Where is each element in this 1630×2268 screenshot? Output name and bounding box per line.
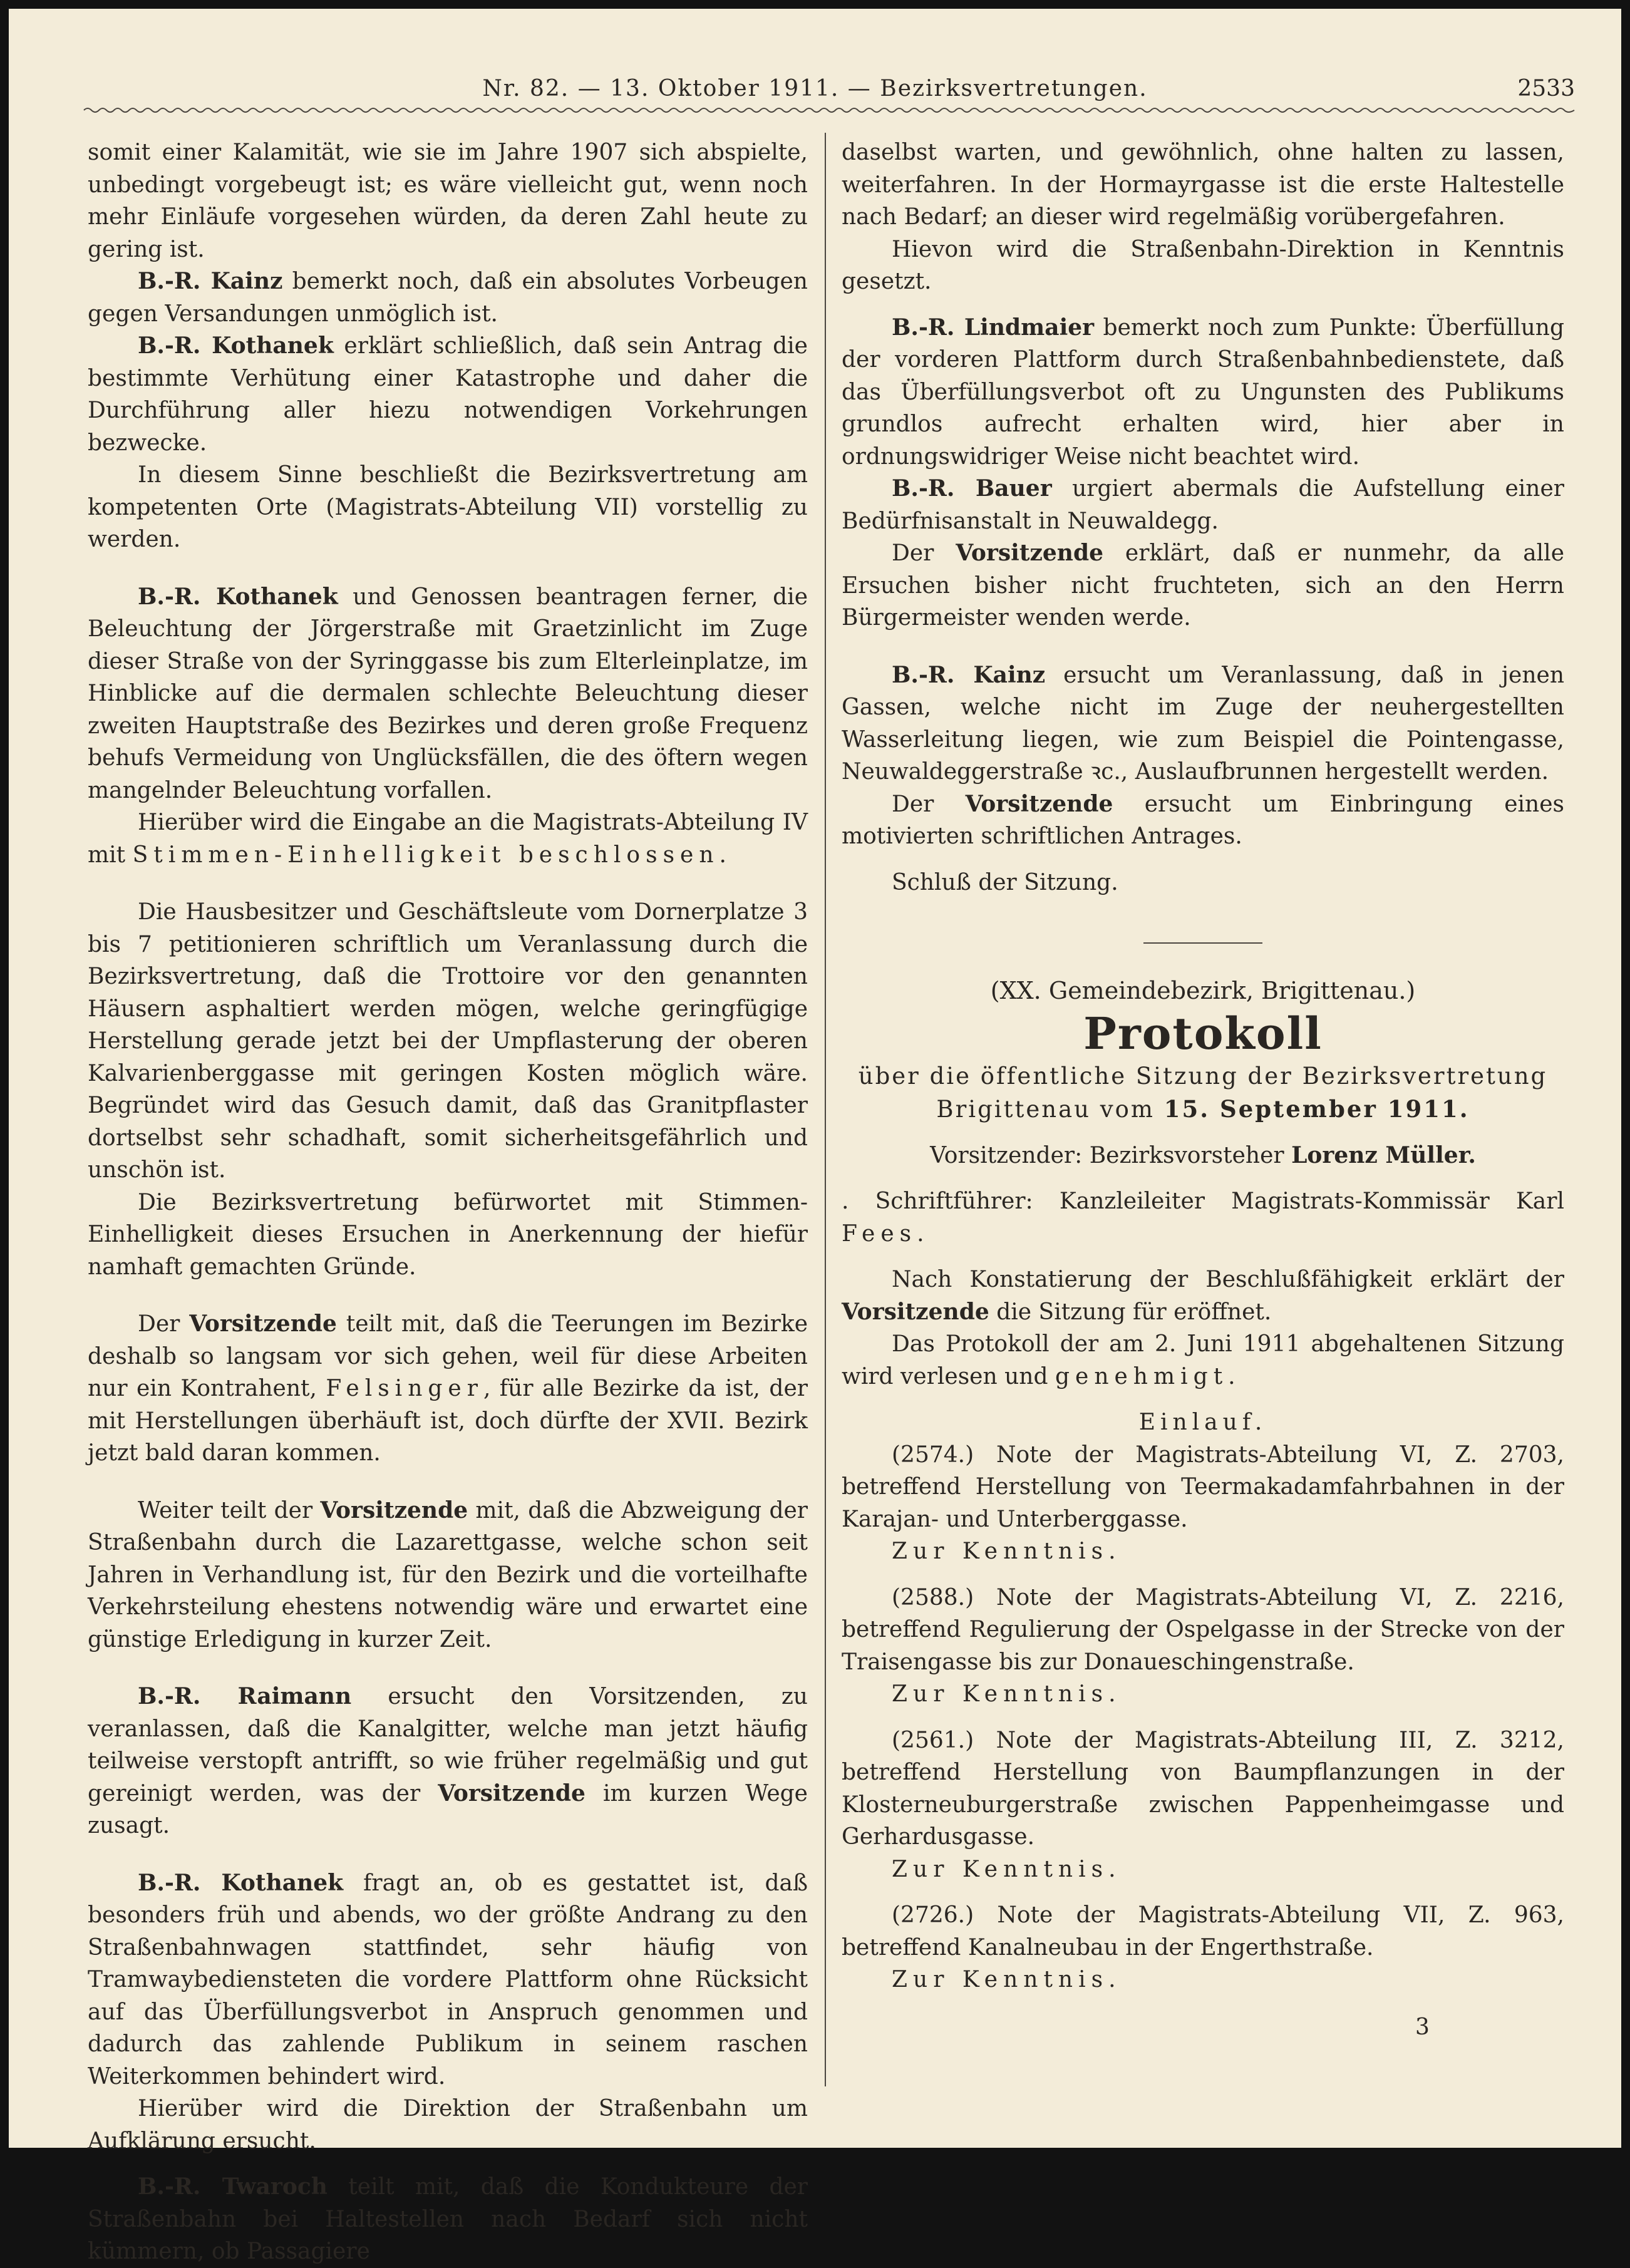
paragraph: B.-R. Kothanek erklärt schließlich, daß sein Antrag die bestimmte Verhütung einer Katastrophe und daher die Durchführung aller hiezu notwendigen Vorkehrungen bezwecke. xyxy=(88,332,808,456)
session-date: 15. September 1911. xyxy=(1163,1095,1470,1123)
chairman-name: Lorenz Müller. xyxy=(1291,1142,1476,1168)
secretary-line: . Schriftführer: Kanzleileiter Magistrats-Kommissär Karl Fees. xyxy=(842,1188,1564,1247)
entry-resolution: Zur Kenntnis. xyxy=(892,1539,1122,1564)
paragraph: B.-R. Bauer urgiert abermals die Aufstellung einer Bedürfnisanstalt in Neuwaldegg. xyxy=(842,475,1564,534)
paragraph: In diesem Sinne beschließt die Bezirksvertretung am kompetenten Orte (Magistrats-Abteilung VII) vorstellig zu werden. xyxy=(88,462,808,552)
speaker-name: B.-R. Raimann xyxy=(138,1683,352,1709)
entry-item: (2588.) Note der Magistrats-Abteilung VI, Z. 2216, betreffend Regulierung der Ospelgasse in der Strecke von der Traisengasse bis zur Donaueschingenstraße. xyxy=(842,1584,1564,1675)
spaced-text: Fees. xyxy=(842,1220,930,1247)
entry-item: (2574.) Note der Magistrats-Abteilung VI, Z. 2703, betreffend Herstellung von Teermakadamfahrbahnen in der Karajan- und Unterberggasse. xyxy=(842,1441,1564,1532)
paragraph: Der Vorsitzende teilt mit, daß die Teerungen im Bezirke deshalb so langsam vor sich gehen, weil für diese Arbeiten nur ein Kontrahent, Felsinger, für alle Bezirke da ist, der mit Herstellungen überhäuft ist, doch dürfte der XVII. Bezirk jetzt bald daran kommen. xyxy=(88,1311,808,1466)
paragraph: Die Hausbesitzer und Geschäftsleute vom Dornerplatze 3 bis 7 petitionieren schriftlich um Veranlassung durch die Bezirksvertretung, daß die Trottoire vor den genannten Häusern asphaltiert werden mögen, welche geringfügige Herstellung gerade jetzt bei der Umpflasterung der oberen Kalvarienberggasse mit geringen Kosten möglich wäre. Begründet wird das Gesuch damit, daß das Granitpflaster dortselbst sehr schadhaft, somit sicherheitsgefährlich und unschön ist. xyxy=(88,899,808,1183)
paragraph: B.-R. Raimann ersucht den Vorsitzenden, zu veranlassen, daß die Kanalgitter, welche man jetzt häufig teilweise verstopft antrifft, so wie früher regelmäßig und gut gereinigt werden, was der Vorsitzende im kurzen Wege zusagt. xyxy=(88,1683,808,1838)
paragraph: Nach Konstatierung der Beschlußfähigkeit erklärt der Vorsitzende die Sitzung für eröffnet. xyxy=(842,1267,1564,1325)
paragraph: B.-R. Kainz bemerkt noch, daß ein absolutes Vorbeugen gegen Versandungen unmöglich ist. xyxy=(88,268,808,327)
paragraph: B.-R. Kothanek und Genossen beantragen ferner, die Beleuchtung der Jörgerstraße mit Graetzinlicht im Zuge dieser Straße von der Syringgasse bis zum Elterleinplatze, im Hinblicke auf die dermalen schlechte Beleuchtung dieser zweiten Hauptstraße des Bezirkes und deren große Frequenz behufs Vermeidung von Unglücksfällen, die des öftern wegen mangelnder Beleuchtung vorfallen. xyxy=(88,583,808,803)
entry-resolution: Zur Kenntnis. xyxy=(892,1967,1122,1992)
paragraph: Der Vorsitzende ersucht um Einbringung eines motivierten schriftlichen Antrages. xyxy=(842,790,1564,849)
speaker-name: B.-R. Kothanek xyxy=(138,332,334,359)
page-header xyxy=(9,70,1621,108)
session-closing: Schluß der Sitzung. xyxy=(892,869,1118,895)
speaker-name: B.-R. Kothanek xyxy=(138,1869,344,1896)
speaker-name: Vorsitzende xyxy=(842,1298,989,1325)
speaker-name: Vorsitzende xyxy=(965,790,1113,817)
entry-resolution: Zur Kenntnis. xyxy=(892,1681,1122,1707)
district-heading: (XX. Gemeindebezirk, Brigittenau.) xyxy=(990,977,1416,1004)
speaker-name: B.-R. Bauer xyxy=(892,475,1052,502)
running-title: Nr. 82. — 13. Oktober 1911. — Bezirksvertretungen. xyxy=(482,76,1148,101)
speaker-name: Vorsitzende xyxy=(320,1497,468,1523)
paragraph: daselbst warten, und gewöhnlich, ohne halten zu lassen, weiterfahren. In der Hormayrgasse ist die erste Haltestelle nach Bedarf; an dieser wird regelmäßig vorübergefahren. xyxy=(842,140,1564,230)
column-divider xyxy=(825,133,826,2086)
header-rule-wavy xyxy=(84,106,1574,114)
chairman-line: Vorsitzender: Bezirksvorsteher Lorenz Müller. xyxy=(930,1142,1476,1168)
speaker-name: B.-R. Twaroch xyxy=(138,2173,328,2200)
paragraph: B.-R. Twaroch teilt mit, daß die Kondukteure der Straßenbahn bei Haltestellen nach Bedarf sich nicht kümmern, ob Passagiere xyxy=(88,2173,808,2264)
speaker-name: Vorsitzende xyxy=(956,540,1104,566)
protocol-title: Protokoll xyxy=(1083,1007,1323,1059)
paragraph: Das Protokoll der am 2. Juni 1911 abgehaltenen Sitzung wird verlesen und genehmigt. xyxy=(842,1331,1564,1389)
page-number: 2533 xyxy=(1517,76,1575,101)
document-page xyxy=(9,9,1621,2264)
paragraph: Die Bezirksvertretung befürwortet mit Stimmen-Einhelligkeit dieses Ersuchen in Anerkennung der hiefür namhaft gemachten Gründe. xyxy=(88,1189,808,1280)
paragraph: Der Vorsitzende erklärt, daß er nunmehr, da alle Ersuchen bisher nicht fruchteten, sich an den Herrn Bürgermeister wenden werde. xyxy=(842,540,1564,631)
entry-item: (2726.) Note der Magistrats-Abteilung VII, Z. 963, betreffend Kanalneubau in der Engerthstraße. xyxy=(842,1902,1564,1961)
section-divider xyxy=(1143,942,1262,944)
speaker-name: B.-R. Kainz xyxy=(892,661,1046,688)
spaced-text: Stimmen-Einhelligkeit beschlossen. xyxy=(132,842,732,868)
paragraph: B.-R. Kothanek fragt an, ob es gestattet ist, daß besonders früh und abends, wo der größte Andrang zu den Straßenbahnwagen stattfindet, sehr häufig von Tramwaybediensteten die vordere Plattform ohne Rücksicht auf das Überfüllungsverbot in Anspruch genommen und dadurch das zahlende Publikum in seinem raschen Weiterkommen behindert wird. xyxy=(88,1869,808,2090)
paragraph: B.-R. Lindmaier bemerkt noch zum Punkte: Überfüllung der vorderen Plattform durch Straßenbahnbedienstete, daß das Überfüllungsverbot oft zu Ungunsten des Publikums grundlos aufrecht erhalten wird, hier aber in ordnungswidriger Weise nicht beachtet wird. xyxy=(842,314,1565,470)
spaced-text: Felsinger xyxy=(326,1376,483,1401)
protocol-subtitle: über die öffentliche Sitzung der Bezirksvertretung xyxy=(858,1062,1548,1090)
protocol-subtitle-date: Brigittenau vom 15. September 1911. xyxy=(936,1095,1470,1123)
paragraph: B.-R. Kainz ersucht um Veranlassung, daß in jenen Gassen, welche nicht im Zuge der neuhergestellten Wasserleitung liegen, wie zum Beispiel die Pointengasse, Neuwaldeggerstraße ꝛc., Auslaufbrunnen hergestellt werden. xyxy=(842,661,1565,785)
speaker-name: B.-R. Lindmaier xyxy=(892,314,1095,341)
paragraph: somit einer Kalamität, wie sie im Jahre 1907 sich abspielte, unbedingt vorgebeugt ist; es wäre vielleicht gut, wenn noch mehr Einläufe vorgesehen würden, da deren Zahl heute zu gering ist. xyxy=(88,140,808,262)
paragraph: Hierüber wird die Eingabe an die Magistrats-Abteilung IV mit Stimmen-Einhelligkeit beschlossen. xyxy=(88,810,808,868)
spaced-text: genehmigt. xyxy=(1055,1363,1241,1389)
speaker-name: B.-R. Kainz xyxy=(138,268,283,294)
left-column xyxy=(88,137,808,2268)
right-column xyxy=(842,137,1564,1996)
speaker-name: B.-R. Kothanek xyxy=(138,583,338,610)
einlauf-heading: Einlauf. xyxy=(1138,1410,1267,1435)
paragraph: Hierüber wird die Direktion der Straßenbahn um Aufklärung ersucht. xyxy=(88,2096,808,2154)
speaker-name: Vorsitzende xyxy=(438,1780,585,1807)
paragraph: Weiter teilt der Vorsitzende mit, daß die Abzweigung der Straßenbahn durch die Lazarettgasse, welche schon seit Jahren in Verhandlung ist, für den Bezirk und die vorteilhafte Verkehrsteilung ehestens notwendig wäre und erwartet eine günstige Erledigung in kurzer Zeit. xyxy=(88,1497,808,1652)
entry-item: (2561.) Note der Magistrats-Abteilung III, Z. 3212, betreffend Herstellung von Baumpflanzungen in der Klosterneuburgerstraße zwischen Pappenheimgasse und Gerhardusgasse. xyxy=(842,1727,1564,1850)
sheet-number: 3 xyxy=(1415,2014,1430,2040)
entry-resolution: Zur Kenntnis. xyxy=(892,1856,1122,1882)
paragraph: Hievon wird die Straßenbahn-Direktion in Kenntnis gesetzt. xyxy=(842,236,1564,294)
speaker-name: Vorsitzende xyxy=(189,1311,337,1337)
